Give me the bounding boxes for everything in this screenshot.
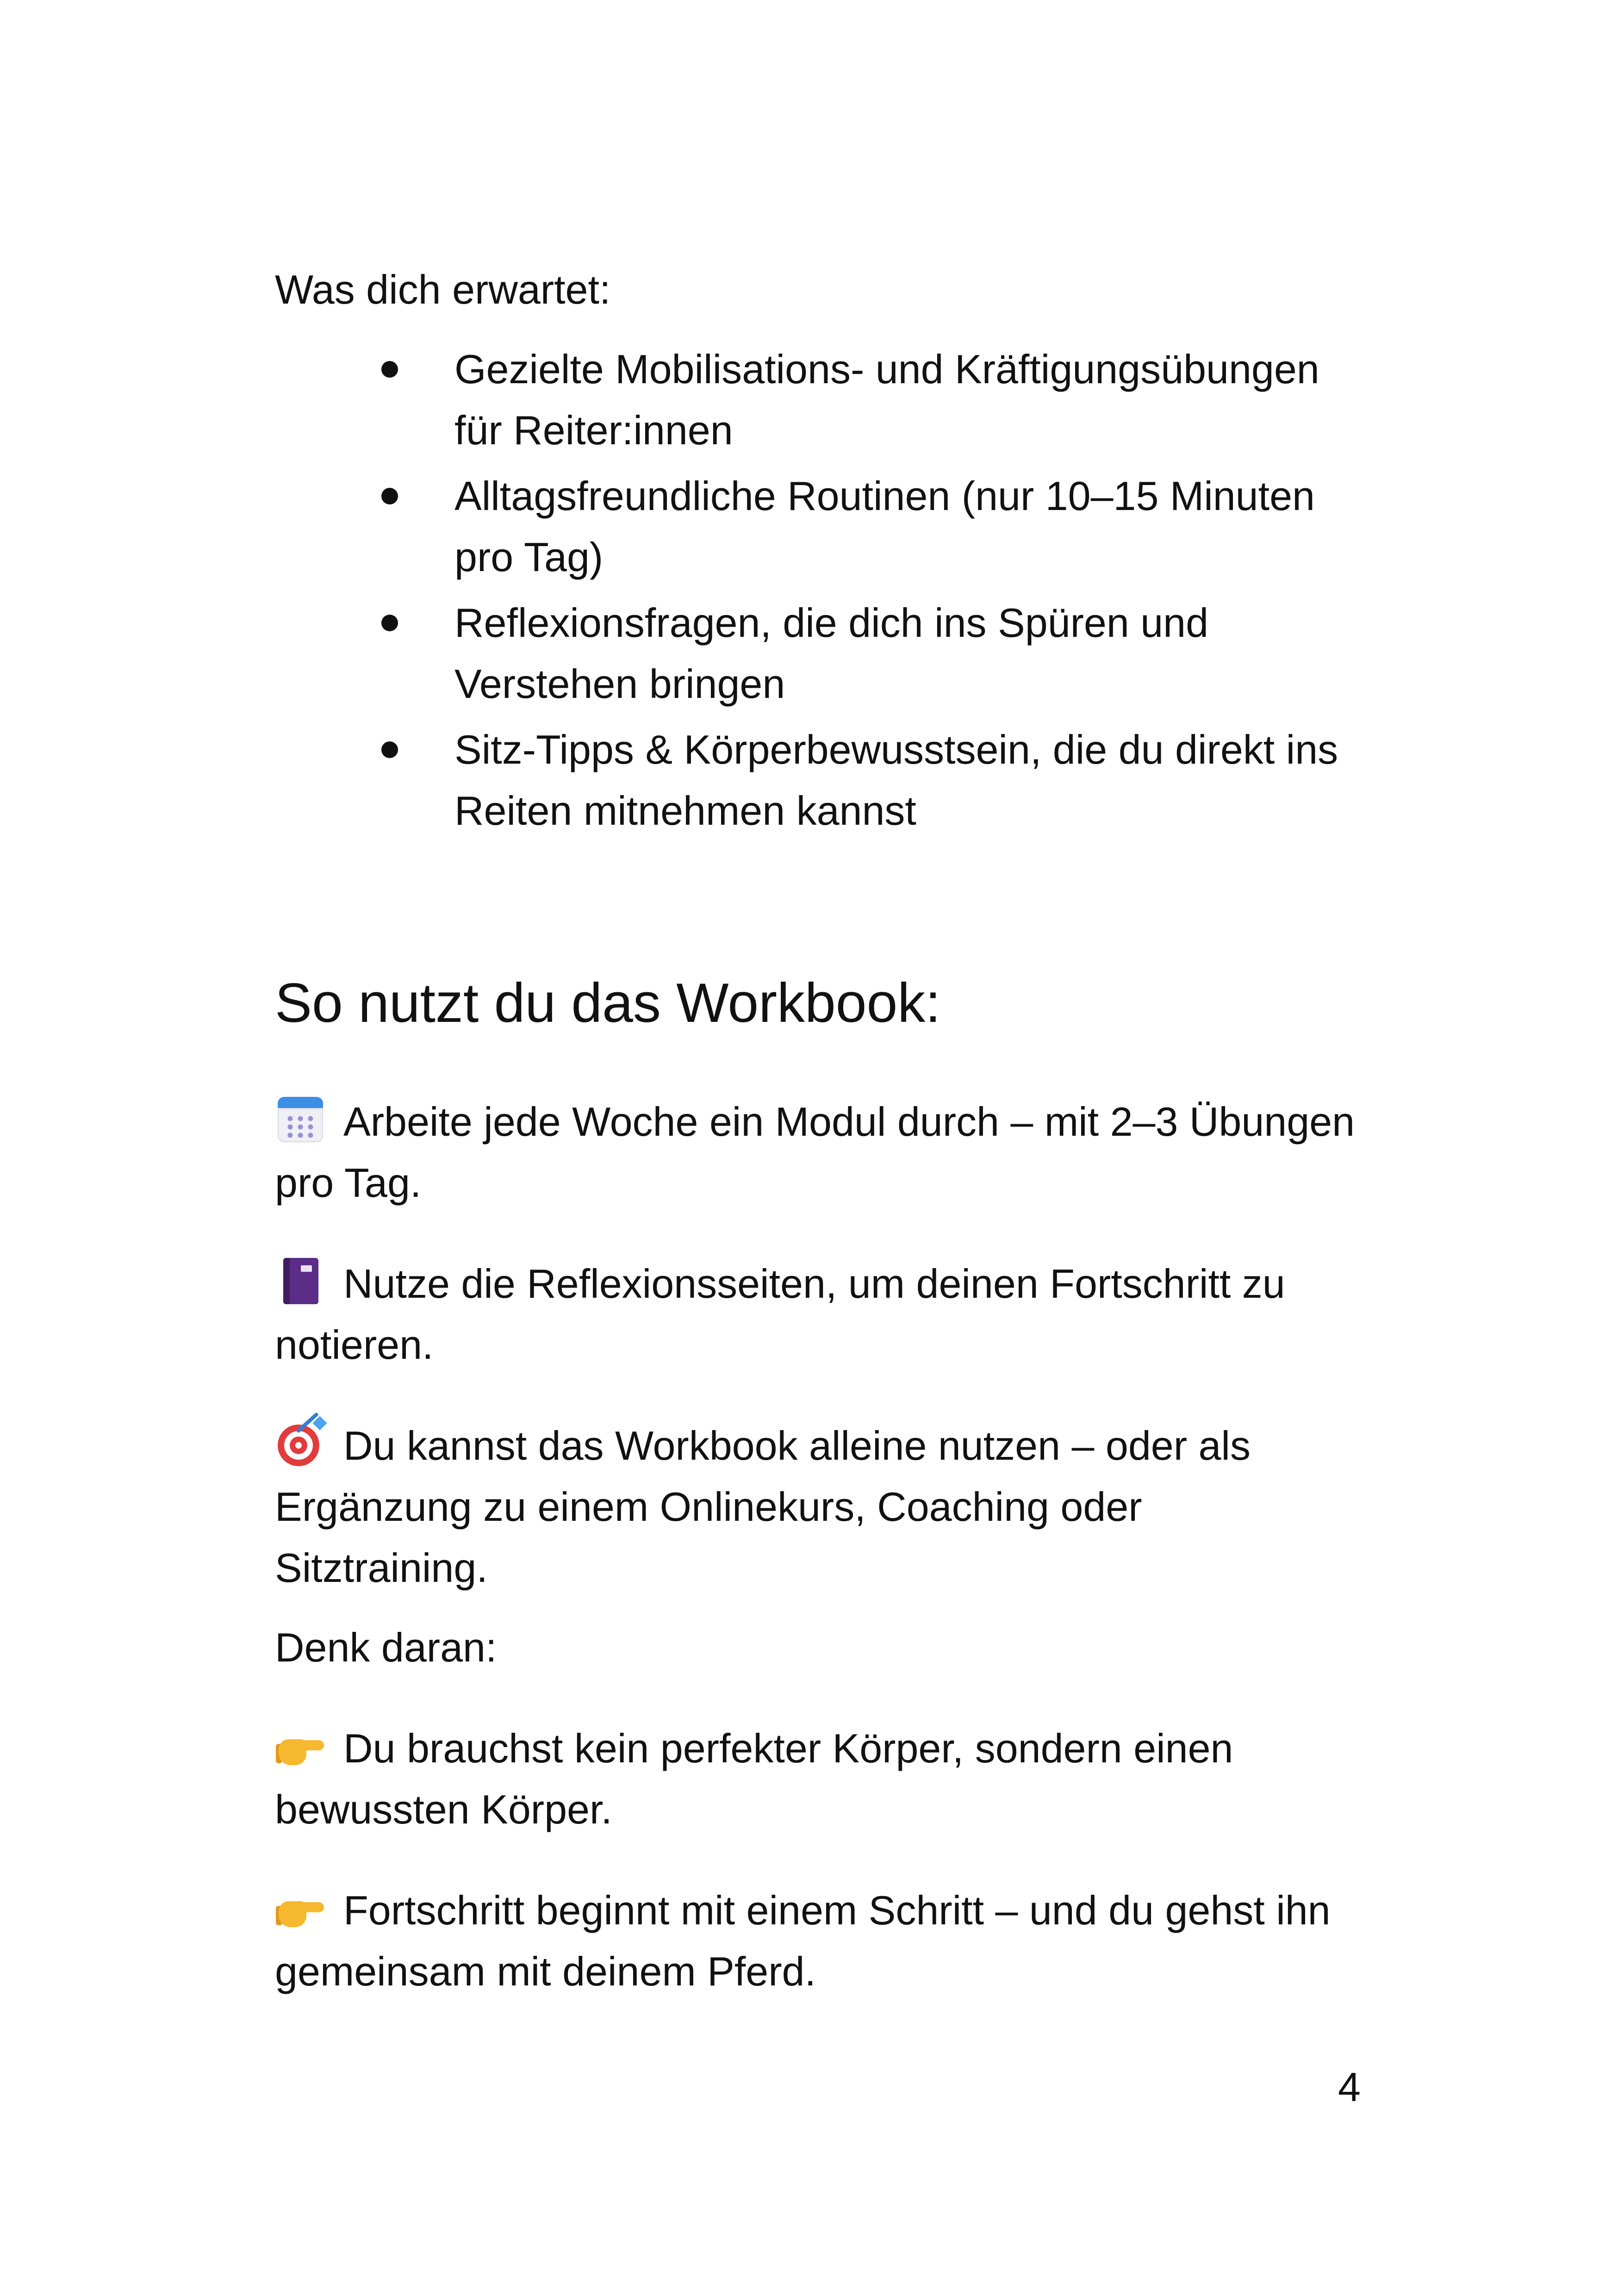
reminder-paragraph xyxy=(275,1718,1358,1840)
pointing-hand-icon xyxy=(275,1721,326,1772)
page-number: 4 xyxy=(1338,2064,1361,2110)
book-icon xyxy=(275,1256,326,1307)
expectations-list xyxy=(275,339,1358,841)
bullet-icon xyxy=(381,615,398,631)
pointing-hand-icon xyxy=(275,1883,326,1934)
intro-text: Was dich erwartet: xyxy=(275,267,611,312)
bullet-icon xyxy=(381,488,398,504)
bullet-icon xyxy=(381,741,398,758)
usage-text: Nutze die Reflexionsseiten, um deinen Fortschritt zu notieren. xyxy=(275,1261,1285,1368)
list-item xyxy=(275,339,1358,461)
list-item-text: Alltagsfreundliche Routinen (nur 10–15 Minuten pro Tag) xyxy=(454,473,1315,580)
list-item-text: Sitz-Tipps & Körperbewusstsein, die du direkt ins Reiten mitnehmen kannst xyxy=(454,727,1338,834)
reminder-text: Du brauchst kein perfekter Körper, sondern einen bewussten Körper. xyxy=(275,1725,1233,1832)
list-item-text: Gezielte Mobilisations- und Kräftigungsübungen für Reiter:innen xyxy=(454,346,1319,453)
usage-paragraph xyxy=(275,1415,1358,1599)
usage-paragraph xyxy=(275,1091,1358,1213)
usage-text: Arbeite jede Woche ein Modul durch – mit 2–3 Übungen pro Tag. xyxy=(275,1099,1355,1206)
usage-paragraph xyxy=(275,1253,1358,1375)
list-item xyxy=(275,466,1358,588)
calendar-icon xyxy=(275,1094,326,1145)
page-content xyxy=(275,259,1358,2042)
section-title: So nutzt du das Workbook: xyxy=(275,972,941,1034)
usage-text: Du kannst das Workbook alleine nutzen – oder als Ergänzung zu einem Onlinekurs, Coaching oder Sitztraining. xyxy=(275,1423,1251,1591)
list-item xyxy=(275,719,1358,841)
reminder-text: Fortschritt beginnt mit einem Schritt – und du gehst ihn gemeinsam mit deinem Pferd. xyxy=(275,1887,1331,1994)
list-item xyxy=(275,592,1358,715)
target-icon xyxy=(275,1418,326,1469)
bullet-icon xyxy=(381,361,398,378)
reminder-paragraph xyxy=(275,1880,1358,2002)
list-item-text: Reflexionsfragen, die dich ins Spüren und Verstehen bringen xyxy=(454,600,1209,707)
reminder-label: Denk daran: xyxy=(275,1624,497,1670)
